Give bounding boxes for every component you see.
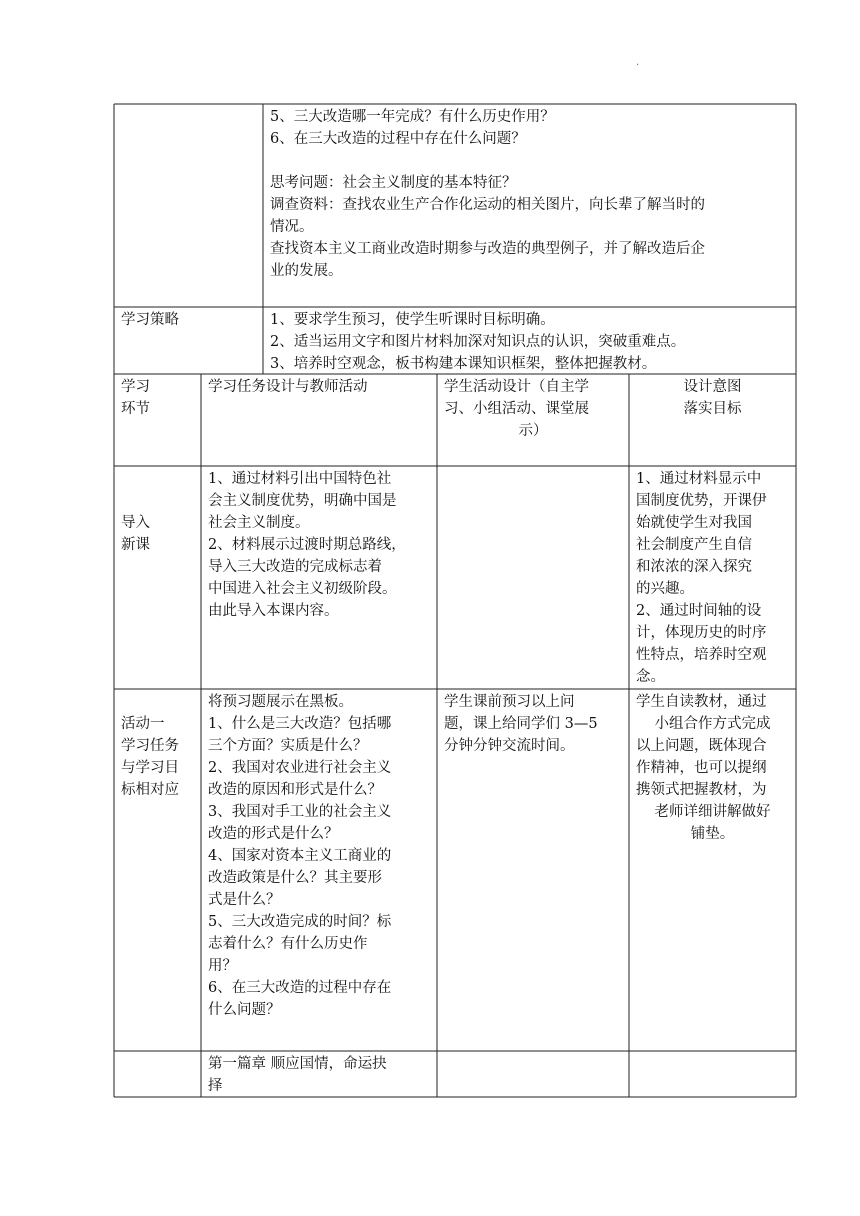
header-text: 设计意图 [683, 379, 742, 395]
text-line: 会主义制度优势，明确中国是 [208, 493, 397, 509]
header-stage-cell [114, 374, 201, 466]
text-line: 社会主义制度。 [208, 515, 310, 531]
text-line: 用？ [208, 958, 237, 974]
text-line: 改造的形式是什么？ [208, 826, 339, 842]
header-text: 学生活动设计（自主学 [444, 379, 589, 395]
text-line: 查找资本主义工商业改造时期参与改造的典型例子，并了解改造后企 [270, 241, 705, 257]
chapter-stage-cell [114, 1051, 201, 1097]
text-line: 5、三大改造完成的时间？标 [208, 914, 392, 930]
activity-intent-cell [629, 689, 796, 1051]
stage-text: 与学习目 [121, 760, 179, 776]
header-task-cell [201, 374, 437, 466]
text-line: 中国进入社会主义初级阶段。 [208, 581, 397, 597]
chapter-title: 择 [208, 1078, 223, 1094]
text-line: 4、国家对资本主义工商业的 [208, 848, 392, 864]
activity-student-cell [437, 689, 629, 1051]
text-line: 性特点，培养时空观 [636, 647, 767, 663]
text-line: 计，体现历史的时序 [636, 625, 767, 641]
stage-text: 学习任务 [121, 738, 179, 754]
text-line: 将预习题展示在黑板。 [208, 694, 353, 710]
text-line: 导入三大改造的完成标志着 [208, 559, 382, 575]
text-line: 2、适当运用文字和图片材料加深对知识点的认识，突破重难点。 [270, 334, 686, 350]
header-text: 习、小组活动、课堂展 [444, 401, 589, 417]
text-line: 1、要求学生预习，使学生听课时目标明确。 [270, 312, 555, 328]
text-line: 学生课前预习以上问 [444, 694, 575, 710]
text-line: 什么问题？ [208, 1002, 281, 1018]
intro-stage-cell [114, 466, 201, 689]
text-line: 2、材料展示过渡时期总路线， [208, 537, 406, 553]
text-line: 分钟分钟交流时间。 [444, 738, 575, 754]
text-line: 式是什么？ [208, 892, 281, 908]
text-line: 1、通过材料引出中国特色社 [208, 471, 392, 487]
text-line: 社会制度产生自信 [636, 537, 752, 553]
intro-student-cell [437, 466, 629, 689]
text-line: 念。 [636, 669, 665, 685]
text-line: 业的发展。 [270, 263, 343, 279]
text-line: 改造的原因和形式是什么？ [208, 782, 382, 798]
page-mark: . [636, 57, 640, 68]
activity-stage-cell [114, 689, 201, 1051]
strategy-label: 学习策略 [121, 312, 179, 328]
text-line: 由此导入本课内容。 [208, 603, 339, 619]
top-content-cell [263, 104, 796, 307]
text-line: 老师详细讲解做好 [654, 804, 771, 820]
header-intent-cell [629, 374, 796, 466]
chapter-intent-cell [629, 1051, 796, 1097]
text-line: 6、在三大改造的过程中存在 [208, 980, 392, 996]
header-text: 环节 [121, 401, 150, 417]
text-line: 三个方面？实质是什么？ [208, 738, 368, 754]
text-line: 改造政策是什么？其主要形 [208, 870, 382, 886]
stage-text: 标相对应 [121, 782, 179, 798]
header-student-cell [437, 374, 629, 466]
blank-line [270, 150, 789, 172]
text-line: 和浓浓的深入探究 [636, 559, 752, 575]
intro-intent-cell [629, 466, 796, 689]
stage-text: 新课 [121, 537, 150, 553]
header-text: 示） [518, 423, 548, 439]
header-text: 学习任务设计与教师活动 [208, 379, 368, 395]
text-line: 铺垫。 [690, 826, 735, 842]
text-line: 以上问题，既体现合 [636, 738, 767, 754]
text-line: 1、什么是三大改造？包括哪 [208, 716, 392, 732]
intro-task-cell [201, 466, 437, 689]
text-line: 始就使学生对我国 [636, 515, 752, 531]
activity-task-cell [201, 689, 437, 1051]
text-line: 5、三大改造哪一年完成？有什么历史作用？ [270, 109, 555, 125]
strategy-label-cell [114, 307, 263, 374]
text-line: 题，课上给同学们 3—5 [444, 716, 598, 732]
chapter-title-cell [201, 1051, 437, 1097]
text-line: 携领式把握教材，为 [636, 782, 767, 798]
text-line: 调查资料：查找农业生产合作化运动的相关图片，向长辈了解当时的 [270, 197, 705, 213]
text-line: 2、我国对农业进行社会主义 [208, 760, 392, 776]
text-line: 思考问题：社会主义制度的基本特征？ [270, 175, 517, 191]
header-text: 学习 [121, 379, 150, 395]
text-line: 3、培养时空观念，板书构建本课知识框架，整体把握教材。 [270, 356, 657, 372]
strategy-content-cell [263, 307, 796, 374]
text-line: 小组合作方式完成 [654, 716, 771, 732]
text-line: 3、我国对手工业的社会主义 [208, 804, 392, 820]
stage-text: 导入 [121, 515, 150, 531]
text-line: 国制度优势，开课伊 [636, 493, 767, 509]
chapter-title: 第一篇章 顺应国情，命运抉 [208, 1056, 387, 1072]
text-line: 学生自读教材，通过 [636, 694, 767, 710]
text-line: 2、通过时间轴的设 [636, 603, 762, 619]
header-text: 落实目标 [683, 401, 742, 417]
text-line: 6、在三大改造的过程中存在什么问题？ [270, 131, 526, 147]
text-line: 作精神，也可以提纲 [636, 760, 767, 776]
text-line: 情况。 [270, 219, 314, 235]
chapter-student-cell [437, 1051, 629, 1097]
text-line: 的兴趣。 [636, 581, 694, 597]
text-line: 1、通过材料显示中 [636, 471, 762, 487]
stage-text: 活动一 [121, 716, 165, 732]
text-line: 志着什么？有什么历史作 [208, 936, 368, 952]
